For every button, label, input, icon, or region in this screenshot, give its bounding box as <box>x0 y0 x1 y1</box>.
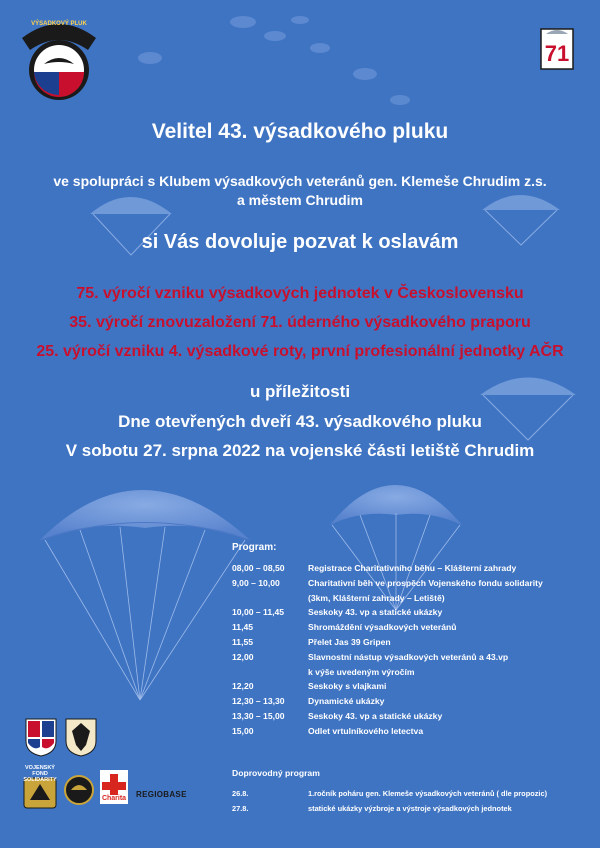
program-time: 10,00 – 11,45 <box>232 607 285 618</box>
program-description: Charitativní běh ve prospěch Vojenského fondu solidarity <box>308 577 543 588</box>
program-time: 13,30 – 15,00 <box>232 711 285 721</box>
header-title: Velitel 43. výsadkového pluku <box>151 120 449 143</box>
program-time: 15,00 <box>232 725 254 736</box>
program-time: 12,00 <box>232 651 254 662</box>
program-time: 08,00 – 08,50 <box>232 563 285 573</box>
program-time: 11,45 <box>232 622 254 633</box>
program-description: Slavnostní nástup výsadkových veteránů a 43.vp <box>308 651 509 662</box>
program-time: 12,20 <box>232 681 254 692</box>
program-time: 12,30 – 13,30 <box>232 696 285 707</box>
program-time: 11,55 <box>232 637 254 647</box>
program-description: Shromáždění výsadkových veteránů <box>308 622 457 633</box>
program-row <box>232 666 592 678</box>
program-row <box>232 606 592 618</box>
anniversary-line-3: 25. výročí vzniku 4. výsadkové roty, první profesionální jednotky AČR <box>36 343 564 360</box>
anniversary-line-1: 75. výročí vzniku výsadkových jednotek v Československu <box>76 285 524 302</box>
program-row <box>232 562 592 574</box>
header-cooperation: ve spolupráci s Klubem výsadkových veteránů gen. Klemeše Chrudim z.s. <box>53 173 547 189</box>
program-description: Přelet Jas 39 Gripen <box>308 637 391 647</box>
charita-label: Charita <box>101 795 127 802</box>
side-program-row <box>232 788 592 800</box>
program-time: 9,00 – 10,00 <box>232 577 280 588</box>
regiment-badge-logo <box>18 16 100 102</box>
program-description: Seskoky 43. vp a statické ukázky <box>308 711 443 721</box>
veterans-club-logo <box>64 770 94 810</box>
program-description: Registrace Charitativního běhu – Klášterní zahrady <box>308 563 517 573</box>
program-heading: Program: <box>232 542 277 553</box>
occasion-line-2: Dne otevřených dveří 43. výsadkového pluku <box>118 412 482 431</box>
program-row <box>232 725 592 737</box>
program-row <box>232 621 592 633</box>
program-row <box>232 710 592 722</box>
header-city: a městem Chrudim <box>236 192 364 208</box>
program-row <box>232 680 592 692</box>
side-program-date: 26.8. <box>232 789 249 798</box>
program-row <box>232 636 592 648</box>
chrudim-coat-of-arms <box>64 717 98 757</box>
side-program-heading: Doprovodný program <box>232 768 320 778</box>
regiment-badge-text: VÝSADKOVÝ PLUK <box>31 21 87 27</box>
side-program-description: 1.ročník poháru gen. Klemeše výsadkových veteránů ( dle propozic) <box>308 789 548 798</box>
program-row <box>232 592 592 604</box>
soldiers-fund-text: VOJENSKÝ FOND SOLIDARITY <box>23 765 57 783</box>
program-description: k výše uvedeným výročím <box>308 666 415 677</box>
program-description: Seskoky 43. vp a statické ukázky <box>308 607 443 618</box>
program-description: Seskoky s vlajkami <box>308 681 387 692</box>
program-description: (3km, Klášterní zahrady – Letiště) <box>308 592 445 603</box>
program-row <box>232 695 592 707</box>
program-description: Dynamické ukázky <box>308 696 385 707</box>
anniversary-line-2: 35. výročí znovuzaložení 71. úderného výsadkového praporu <box>69 314 531 331</box>
program-section <box>232 542 592 842</box>
occasion-line-1: u příležitosti <box>249 382 351 401</box>
side-program-date: 27.8. <box>232 804 249 813</box>
side-program-description: statické ukázky výzbroje a výstroje výsadkových jednotek <box>308 804 512 813</box>
regiobase-logo: REGIOBASE <box>136 790 187 799</box>
occasion-line-3: V sobotu 27. srpna 2022 na vojenské části letiště Chrudim <box>65 441 535 460</box>
program-row <box>232 577 592 589</box>
czech-army-emblem <box>24 717 58 757</box>
header-invitation: si Vás dovoluje pozvat k oslavám <box>141 231 459 253</box>
program-description: Odlet vrtulníkového letectva <box>308 725 424 736</box>
side-program-row <box>232 803 592 815</box>
program-row <box>232 651 592 663</box>
anniversary-71-text: 71 <box>544 41 570 66</box>
